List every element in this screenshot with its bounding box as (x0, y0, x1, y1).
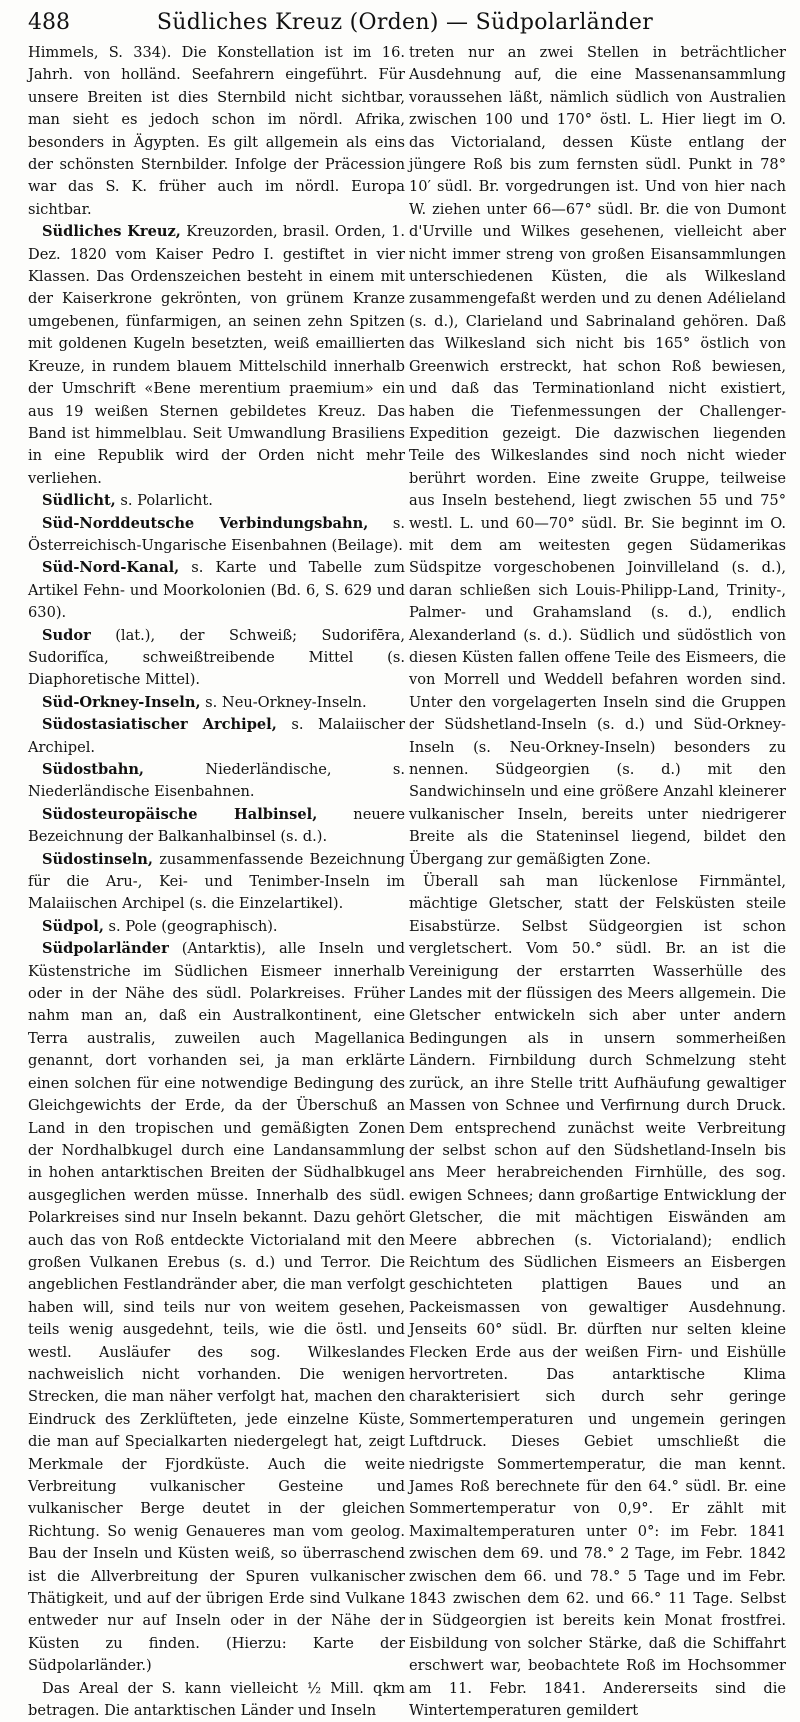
entry-text: s. Österreichisch-Ungarische Eisenbahnen (Beilage). (28, 514, 405, 554)
entry-suedostasiatischer-archipel (28, 714, 405, 759)
entry-headword: Südostinseln, (42, 850, 153, 868)
entry-sued-orkney-inseln (28, 692, 405, 714)
right-column (409, 42, 786, 1720)
entry-headword: Südlicht, (42, 492, 116, 510)
entry-headword: Südostasiatischer Archipel, (42, 716, 277, 734)
paragraph-continuation: treten nur an zwei Stellen in beträchtlicher Ausdehnung auf, die eine Massenansammlung voraussehen läßt, nämlich südlich von Australien zwischen 100 und 170° östl. L. Hier liegt im O. das Victorialand, dessen Küste entlang der jüngere Roß bis zum fernsten südl. Punkt in 78° 10′ südl. Br. vorgedrungen ist. Und von hier nach W. ziehen unter 66—67° südl. Br. die von Dumont d'Urville und Wilkes gesehenen, vielleicht aber nicht immer streng von großen Eisansammlungen unterschiedenen Küsten, die als Wilkesland zusammengefaßt werden und zu denen Adélieland (s. d.), Clarieland und Sabrinaland gehören. Daß das Wilkesland sich nicht bis 165° östlich von Greenwich erstreckt, hat schon Roß bewiesen, und daß das Terminationland nicht existiert, haben die Tiefenmessungen der Challenger-Expedition gezeigt. Die dazwischen liegenden Teile des Wilkeslandes sind noch nicht wieder berührt worden. Eine zweite Gruppe, teilweise aus Inseln bestehend, liegt zwischen 55 und 75° westl. L. und 60—70° südl. Br. Sie beginnt im O. mit dem am weitesten gegen Südamerikas Südspitze vorgeschobenen Joinvilleland (s. d.), daran schließen sich Louis-Philipp-Land, Trinity-, Palmer- und Grahamsland (s. d.), endlich Alexanderland (s. d.). Südlich und südöstlich von diesen Küsten fallen offene Teile des Eismeers, die von Morrell und Weddell befahren worden sind. Unter den vorgelagerten Inseln sind die Gruppen der Südshetland-Inseln (s. d.) und Süd-Orkney-Inseln (s. Neu-Orkney-Inseln) besonders zu nennen. Südgeorgien (s. d.) mit den Sandwichinseln und eine größere Anzahl kleinerer vulkanischer Inseln, bereits unter niedrigerer Breite als die Stateninsel liegend, bildet den Übergang zur gemäßigten Zone. (409, 44, 786, 868)
left-column (28, 42, 406, 1720)
paragraph-areal: Das Areal der S. kann vielleicht ½ Mill. qkm betragen. Die antarktischen Länder und Inseln (28, 1679, 405, 1720)
entry-suedpol (28, 916, 405, 938)
entry-text: zusammenfassende Bezeichnung für die Aru-, Kei- und Tenimber-Inseln im Malaiischen Archipel (s. die Einzelartikel). (28, 850, 405, 913)
page-number: 488 (28, 10, 70, 35)
entry-suedliches-kreuz (28, 221, 405, 490)
entry-suedosteuropaeische-halbinsel (28, 804, 405, 849)
entry-text: (lat.), der Schweiß; Sudorifēra, Sudorifĭca, schweißtreibende Mittel (s. Diaphoretische Mittel). (28, 626, 405, 689)
entry-sued-norddeutsche-verbindungsbahn (28, 513, 405, 558)
entry-suedlicht (28, 490, 405, 512)
entry-headword: Südliches Kreuz, (42, 223, 181, 241)
entry-headword: Sudor (42, 626, 91, 644)
entry-suedostinseln (28, 849, 405, 916)
entry-headword: Südpol, (42, 917, 104, 935)
entry-headword: Süd-Norddeutsche Verbindungsbahn, (42, 514, 369, 532)
entry-headword: Südpolarländer (42, 940, 169, 958)
entry-text: s. Malaiischer Archipel. (28, 716, 405, 756)
entry-headword: Süd-Nord-Kanal, (42, 559, 180, 577)
entry-sudor (28, 625, 405, 692)
entry-text: Kreuzorden, brasil. Orden, 1. Dez. 1820 vom Kaiser Pedro I. gestiftet in vier Klassen. Das Ordenszeichen besteht in einem mit der Kaiserkrone gekrönten, von grünem Kranze umgebenen, fünfarmigen, an seinen zehn Spitzen mit goldenen Kugeln besetzten, weiß emaillierten Kreuze, in rundem blauem Mittelschild innerhalb der Umschrift «Bene merentium praemium» ein aus 19 weißen Sternen gebildetes Kreuz. Das Band ist himmelblau. Seit Umwandlung Brasiliens in eine Republik wird der Orden nicht mehr verliehen. (28, 223, 406, 487)
paragraph-continuation: Himmels, S. 334). Die Konstellation ist im 16. Jahrh. von holländ. Seefahrern eingeführt. Für unsere Breiten ist dies Sternbild nicht sichtbar, man sieht es jedoch schon im nördl. Afrika, besonders in Ägypten. Es gilt allgemein als eins der schönsten Sternbilder. Infolge der Präcession war das S. K. früher auch im nördl. Europa sichtbar. (28, 44, 405, 218)
entry-headword: Süd-Orkney-Inseln, (42, 693, 201, 711)
entry-headword: Südostbahn, (42, 761, 145, 778)
paragraph-glaciers-climate: Überall sah man lückenlose Firnmäntel, mächtige Gletscher, statt der Felsküsten steile Eisabstürze. Selbst Südgeorgien ist schon vergletschert. Vom 50.° südl. Br. an ist die Vereinigung der erstarrten Wasserhülle des Landes mit der flüssigen des Meers allgemein. Die Gletscher entwickeln sich aber unter andern Bedingungen als in unsern sommerheißen Ländern. Firnbildung durch Schmelzung steht zurück, an ihre Stelle tritt Aufhäufung gewaltiger Massen von Schnee und Verfirnung durch Druck. Dem entsprechend zunächst weite Verbreitung der selbst schon auf den Südshetland-Inseln bis ans Meer herabreichenden Firnhülle, des sog. ewigen Schnees; dann großartige Entwicklung der Gletscher, die mit mächtigen Eiswänden am Meere abbrechen (s. Victorialand); endlich Reichtum des Südlichen Eismeers an Eisbergen geschichteten plattigen Baues und an Packeismassen von gewaltiger Ausdehnung. Jenseits 60° südl. Br. dürften nur selten kleine Flecken Erde aus der weißen Firn- und Eishülle hervortreten. Das antarktische Klima charakterisiert sich durch sehr geringe Sommertemperaturen und ungemein geringen Luftdruck. Dieses Gebiet umschließt die niedrigste Sommertemperatur, die man kennt. James Roß berechnete für den 64.° südl. Br. eine Sommertemperatur von 0,9°. Er zählt mit Maximaltemperaturen unter 0°: im Febr. 1841 zwischen dem 69. und 78.° 2 Tage, im Febr. 1842 zwischen dem 66. und 78.° 5 Tage und im Febr. 1843 zwischen dem 62. und 66.° 11 Tage. Selbst in Südgeorgien ist bereits kein Monat frostfrei. Eisbildung von solcher Stärke, daß die Schiffahrt erschwert war, beobachtete Roß im Hochsommer am 11. Febr. 1841. Andererseits sind die Wintertemperaturen gemildert (409, 873, 786, 1720)
entry-text: s. Neu-Orkney-Inseln. (200, 693, 367, 711)
entry-text: s. Polarlicht. (115, 492, 213, 510)
entry-suedostbahn (28, 759, 405, 804)
running-head: Südliches Kreuz (Orden) — Südpolarländer (156, 10, 654, 35)
page-header (28, 6, 782, 40)
entry-text: Niederländische, s. Niederländische Eisenbahnen. (28, 761, 405, 801)
entry-text: (Antarktis), alle Inseln und Küstenstriche im Südlichen Eismeer innerhalb oder in der Nähe des südl. Polarkreises. Früher nahm man an, daß ein Australkontinent, eine Terra australis, zuweilen auch Magellanica genannt, dort vorhanden sei, ja man erklärte einen solchen für eine notwendige Bedingung des Gleichgewichts der Erde, da der Überschuß an Land in den tropischen und gemäßigten Zonen der Nordhalbkugel durch eine Landansammlung in hohen antarktischen Breiten der Südhalbkugel ausgeglichen werden müsse. Innerhalb des südl. Polarkreises sind nur Inseln bekannt. Dazu gehört auch das von Roß entdeckte Victorialand mit den großen Vulkanen Erebus (s. d.) und Terror. Die angeblichen Festlandränder aber, die man verfolgt haben will, sind teils nur von weitem gesehen, teils wenig ausgedehnt, teils, wie die östl. und westl. Ausläufer des sog. Wilkeslandes nachweislich nicht vorhanden. Die wenigen Strecken, die man näher verfolgt hat, machen den Eindruck des Zerklüfteten, jede einzelne Küste, die man auf Specialkarten niedergelegt hat, zeigt Merkmale der Fjordküste. Auch die weite Verbreitung vulkanischer Gesteine und vulkanischer Berge deutet in der gleichen Richtung. So wenig Genaueres man vom geolog. Bau der Inseln und Küsten weiß, so überraschend ist die Allverbreitung der Spuren vulkanischer Thätigkeit, und auf der übrigen Erde sind Vulkane entweder nur auf Inseln oder in der Nähe der Küsten zu finden. (Hierzu: Karte der Südpolarländer.) (28, 940, 405, 1675)
entry-sued-nord-kanal (28, 557, 405, 624)
entry-text: neuere Bezeichnung der Balkanhalbinsel (s. d.). (28, 805, 405, 846)
entry-text: s. Karte und Tabelle zum Artikel Fehn- und Moorkolonien (Bd. 6, S. 629 und 630). (28, 559, 405, 622)
entry-text: s. Pole (geographisch). (103, 917, 278, 935)
entry-suedpolarlaender (28, 938, 405, 1677)
entry-headword: Südosteuropäische Halbinsel, (42, 805, 318, 823)
